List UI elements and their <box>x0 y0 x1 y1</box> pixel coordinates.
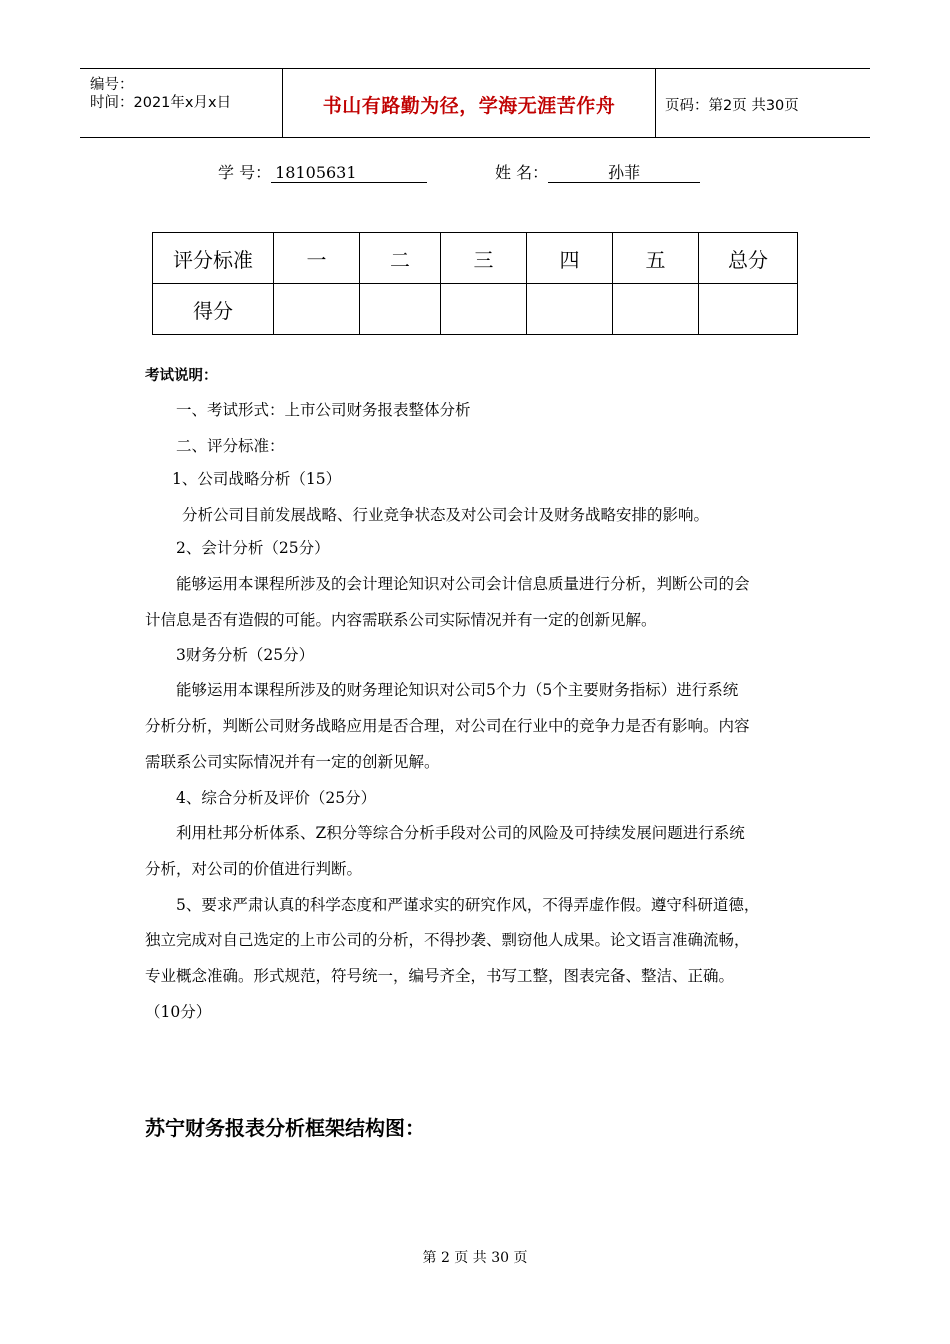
score-header-5: 五 <box>613 233 699 284</box>
body-line: 分析公司目前发展战略、行业竞争状态及对公司会计及财务战略安排的影响。 <box>182 506 710 524</box>
body-line: 2、会计分析（25分） <box>176 539 330 557</box>
body-line: 分析，对公司的价值进行判断。 <box>145 860 363 878</box>
score-table-score-row <box>153 284 798 335</box>
score-cell-2[interactable] <box>360 284 441 335</box>
body-line: 独立完成对自己选定的上市公司的分析，不得抄袭、剽窃他人成果。论文语言准确流畅， <box>145 931 750 949</box>
score-header-1: 一 <box>274 233 360 284</box>
body-line: 需联系公司实际情况并有一定的创新见解。 <box>145 753 440 771</box>
document-date: 时间：2021年x月x日 <box>90 95 232 111</box>
exam-instructions-title: 考试说明： <box>145 368 218 384</box>
body-line: 4、综合分析及评价（25分） <box>176 789 377 807</box>
score-header-3: 三 <box>441 233 527 284</box>
score-header-2: 二 <box>360 233 441 284</box>
score-cell-total[interactable] <box>699 284 798 335</box>
score-cell-5[interactable] <box>613 284 699 335</box>
student-name-value: 孙菲 <box>548 163 700 183</box>
student-name-label: 姓 名： <box>495 163 549 182</box>
score-header-4: 四 <box>527 233 613 284</box>
body-line: 二、评分标准： <box>176 437 285 455</box>
body-line: （10分） <box>145 1003 212 1021</box>
header-left-cell <box>80 69 282 137</box>
header-motto: 书山有路勤为径，学海无涯苦作舟 <box>322 95 616 117</box>
student-name-row <box>495 160 700 183</box>
score-header-total: 总分 <box>699 233 798 284</box>
body-line: 能够运用本课程所涉及的会计理论知识对公司会计信息质量进行分析，判断公司的会 <box>176 575 750 593</box>
body-line: 1、公司战略分析（15） <box>172 470 342 488</box>
student-id-value: 18105631 <box>271 163 427 183</box>
score-table-header-row <box>153 233 798 284</box>
score-cell-4[interactable] <box>527 284 613 335</box>
score-cell-1[interactable] <box>274 284 360 335</box>
page-footer: 第 2 页 共 30 页 <box>422 1250 528 1266</box>
header-center-cell <box>282 69 656 137</box>
header-page-info: 页码：第2页 共30页 <box>665 98 799 114</box>
body-line: 3财务分析（25分） <box>176 646 315 664</box>
body-line: 5、要求严肃认真的科学态度和严谨求实的研究作风，不得弄虚作假。遵守科研道德， <box>176 896 760 914</box>
section-title: 苏宁财务报表分析框架结构图： <box>145 1116 425 1140</box>
body-line: 利用杜邦分析体系、Z积分等综合分析手段对公司的风险及可持续发展问题进行系统 <box>176 824 745 842</box>
body-line: 专业概念准确。形式规范，符号统一，编号齐全，书写工整，图表完备、整洁、正确。 <box>145 967 735 985</box>
student-id-label: 学 号： <box>218 163 272 182</box>
score-table <box>152 232 798 335</box>
body-line: 能够运用本课程所涉及的财务理论知识对公司5个力（5个主要财务指标）进行系统 <box>176 681 739 699</box>
page-header <box>80 68 870 138</box>
score-row-label: 得分 <box>153 284 274 335</box>
header-right-cell <box>655 69 870 137</box>
body-line: 计信息是否有造假的可能。内容需联系公司实际情况并有一定的创新见解。 <box>145 611 657 629</box>
body-line: 分析分析，判断公司财务战略应用是否合理，对公司在行业中的竞争力是否有影响。内容 <box>145 717 750 735</box>
document-number-label: 编号： <box>90 77 134 93</box>
score-cell-3[interactable] <box>441 284 527 335</box>
body-line: 一、考试形式：上市公司财务报表整体分析 <box>176 401 471 419</box>
score-header-criteria: 评分标准 <box>153 233 274 284</box>
student-id-row <box>218 160 427 183</box>
